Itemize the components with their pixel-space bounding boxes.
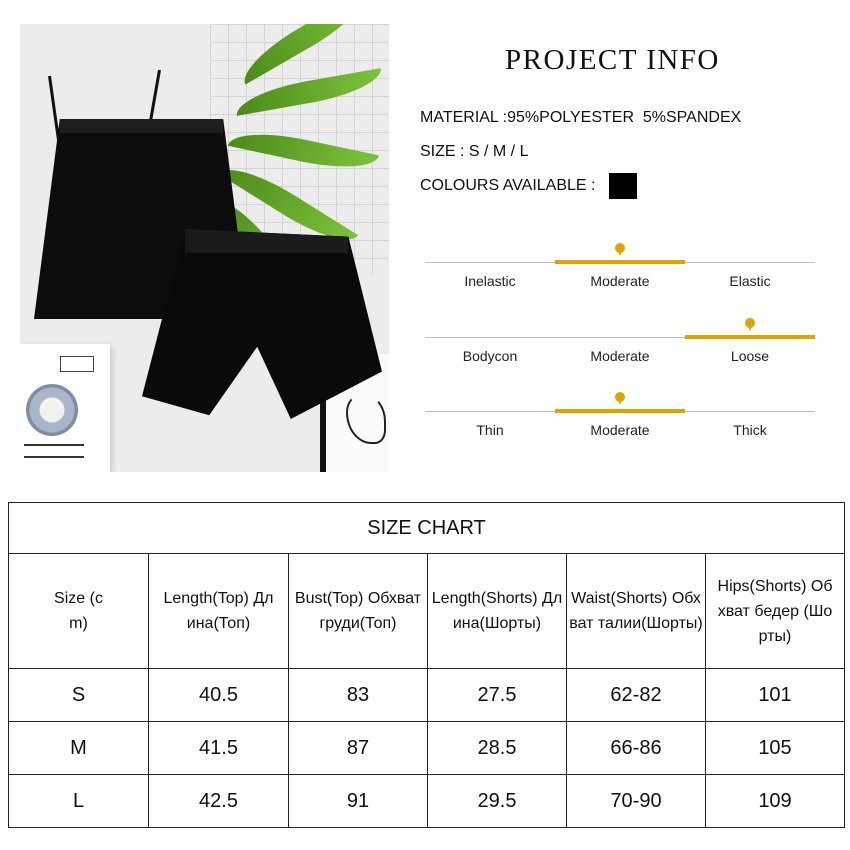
colour-swatch-black (609, 173, 637, 199)
table-cell: L (9, 775, 149, 828)
material-line: MATERIAL :95%POLYESTER 5%SPANDEX (420, 109, 742, 126)
table-header-row (9, 554, 845, 669)
thickness-scale (425, 411, 815, 451)
table-cell: 91 (289, 775, 428, 828)
scale-label: Inelastic (464, 273, 516, 289)
project-info-title: PROJECT INFO (505, 44, 720, 76)
table-cell: 29.5 (428, 775, 567, 828)
scale-label: Moderate (590, 273, 650, 289)
table-header-cell: Length(Top) Длина(Топ) (149, 554, 289, 669)
product-photo (20, 24, 389, 472)
table-cell: 105 (706, 722, 845, 775)
location-pin-icon (744, 318, 756, 333)
scale-highlight (555, 260, 685, 264)
scale-highlight (685, 335, 815, 339)
location-pin-icon (614, 392, 626, 407)
scale-label: Thick (733, 422, 767, 438)
table-cell: 42.5 (149, 775, 289, 828)
postcard-decor (20, 344, 110, 472)
table-cell: 70-90 (567, 775, 706, 828)
scale-label: Loose (730, 348, 770, 364)
size-line: SIZE : S / M / L (420, 143, 529, 160)
table-row (9, 722, 845, 775)
table-row (9, 669, 845, 722)
table-cell: 66-86 (567, 722, 706, 775)
table-header-cell: Size (cm) (9, 554, 149, 669)
table-cell: 101 (706, 669, 845, 722)
scale-highlight (555, 409, 685, 413)
scale-label: Moderate (590, 348, 650, 364)
postcard-caption-lines (24, 444, 84, 458)
flower-illustration (26, 384, 78, 436)
table-cell: 41.5 (149, 722, 289, 775)
table-cell: S (9, 669, 149, 722)
table-header-cell: Bust(Top) Обхват груди(Топ) (289, 554, 428, 669)
table-cell: 62-82 (567, 669, 706, 722)
postcard-tag (60, 356, 94, 372)
table-header-cell: Hips(Shorts) Обхват бедер (Шорты) (706, 554, 845, 669)
scale-label: Bodycon (462, 348, 518, 364)
table-cell: 109 (706, 775, 845, 828)
scale-label: Elastic (729, 273, 771, 289)
scale-label: Thin (476, 422, 504, 438)
scale-label: Moderate (590, 422, 650, 438)
table-cell: 28.5 (428, 722, 567, 775)
table-cell: M (9, 722, 149, 775)
table-cell: 40.5 (149, 669, 289, 722)
size-chart-title: SIZE CHART (9, 503, 845, 554)
fit-scale (425, 337, 815, 377)
location-pin-icon (614, 243, 626, 258)
table-cell: 87 (289, 722, 428, 775)
table-row (9, 775, 845, 828)
colours-line: COLOURS AVAILABLE : (420, 177, 596, 194)
size-chart-table (8, 502, 845, 828)
table-cell: 83 (289, 669, 428, 722)
table-cell: 27.5 (428, 669, 567, 722)
elasticity-scale (425, 262, 815, 302)
table-header-cell: Waist(Shorts) Обхват талии(Шорты) (567, 554, 706, 669)
table-header-cell: Length(Shorts) Длина(Шорты) (428, 554, 567, 669)
